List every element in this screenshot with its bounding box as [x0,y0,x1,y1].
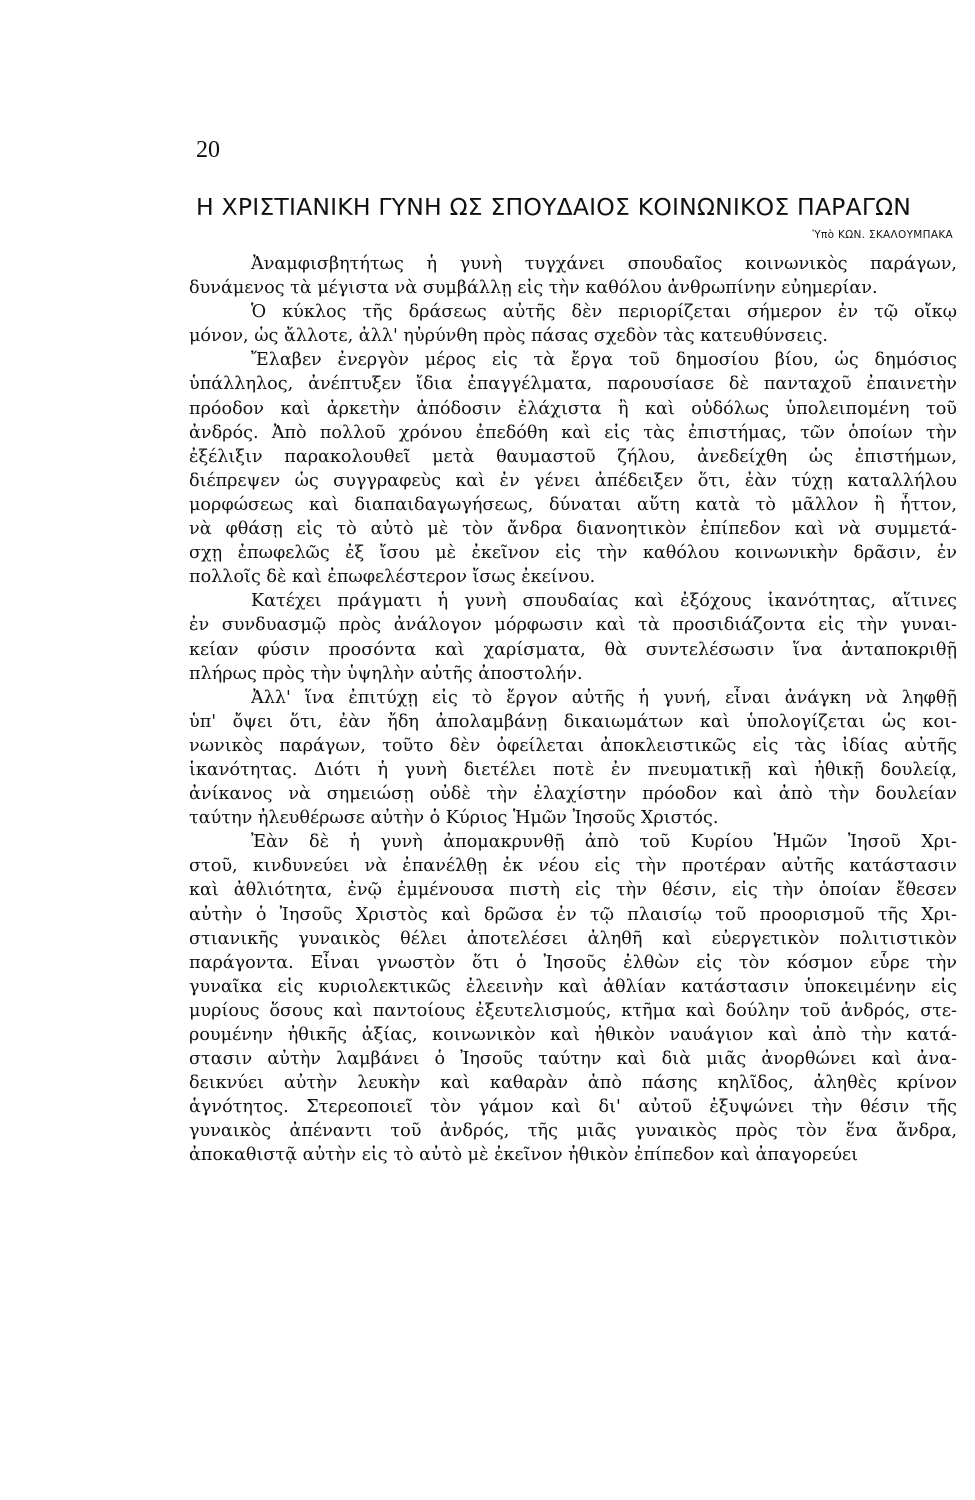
text-line: στοῦ, κινδυνεύει νὰ ἐπανέλθῃ ἐκ νέου εἰς τὴν προτέραν αὐτῆς κατάστασιν [189,856,957,877]
text-line: Ἀναμφισβητήτως ἡ γυνὴ τυγχάνει σπουδαῖος κοινωνικὸς παράγων, [251,254,957,274]
text-line: ρουμένην ἠθικῆς ἀξίας, κοινωνικὸν καὶ ἠθικὸν ναυάγιον καὶ ἀπὸ τὴν κατά- [189,1025,957,1045]
text-line: γυναικὸς ἀπέναντι τοῦ ἀνδρός, τῆς μιᾶς γυναικὸς πρὸς τὸν ἕνα ἄνδρα, [189,1121,957,1142]
article-body [189,252,957,1168]
text-line: σχῃ ἐπωφελῶς ἐξ ἴσου μὲ ἐκεῖνον εἰς τὴν καθόλου κοινωνικὴν δρᾶσιν, ἐν [189,543,957,564]
text-line: ἁγνότητος. Στερεοποιεῖ τὸν γάμον καὶ δι' αὐτοῦ ἐξυψώνει τὴν θέσιν τῆς [189,1097,957,1118]
text-line: πολλοῖς δὲ καὶ ἐπωφελέστερον ἴσως ἐκείνου. [189,567,596,588]
text-line: καὶ ἀθλιότητα, ἐνῷ ἐμμένουσα πιστὴ εἰς τὴν θέσιν, εἰς τὴν ὁποίαν ἔθεσεν [189,880,957,901]
text-line: ἀποκαθιστᾷ αὐτὴν εἰς τὸ αὐτὸ μὲ ἐκεῖνον ἠθικὸν ἐπίπεδον καὶ ἀπαγορεύει [189,1145,859,1166]
text-line: Ὁ κύκλος τῆς δράσεως αὐτῆς δὲν περιορίζεται σήμερον ἐν τῷ οἴκῳ [251,302,957,323]
text-line: Ἐὰν δὲ ἡ γυνὴ ἀπομακρυνθῇ ἀπὸ τοῦ Κυρίου Ἡμῶν Ἰησοῦ Χρι- [251,832,957,853]
text-line: κείαν φύσιν προσόντα καὶ χαρίσματα, θὰ συντελέσωσιν ἵνα ἀνταποκριθῇ [189,639,957,660]
page-number: 20 [196,137,220,163]
text-line: πρόοδον καὶ ἀρκετὴν ἀπόδοσιν ἐλάχιστα ἢ καὶ οὐδόλως ὑπολειπομένη τοῦ [189,398,957,419]
text-line: γυναῖκα εἰς κυριολεκτικῶς ἐλεεινὴν καὶ ἀθλίαν κατάστασιν ὑποκειμένην εἰς [189,976,957,997]
text-line: Κατέχει πράγματι ἡ γυνὴ σπουδαίας καὶ ἐξόχους ἱκανότητας, αἵτινες [251,591,957,612]
text-line: ταύτην ἠλευθέρωσε αὐτὴν ὁ Κύριος Ἡμῶν Ἰησοῦς Χριστός. [189,808,719,829]
text-line: παράγοντα. Εἶναι γνωστὸν ὅτι ὁ Ἰησοῦς ἐλθὼν εἰς τὸν κόσμον εὗρε τὴν [189,952,957,973]
text-line: μορφώσεως καὶ διαπαιδαγωγήσεως, δύναται αὕτη κατὰ τὸ μᾶλλον ἢ ἧττον, [189,494,957,515]
text-line: ἀνδρός. Ἀπὸ πολλοῦ χρόνου ἐπεδόθη καὶ εἰς τὰς ἐπιστήμας, τῶν ὁποίων τὴν [189,422,957,443]
paragraph [189,348,957,589]
text-line: μυρίους ὅσους καὶ παντοίους ἐξευτελισμούς, κτῆμα καὶ δούλην τοῦ ἀνδρός, στε- [189,1000,957,1021]
text-line: νὰ φθάσῃ εἰς τὸ αὐτὸ μὲ τὸν ἄνδρα διανοητικὸν ἐπίπεδον καὶ νὰ συμμετά- [189,519,957,540]
text-line: ἀνίκανος νὰ σημειώσῃ οὐδὲ τὴν ἐλαχίστην πρόοδον καὶ ἀπὸ τὴν δουλείαν [189,784,957,805]
text-line: Ἀλλ' ἵνα ἐπιτύχῃ εἰς τὸ ἔργον αὐτῆς ἡ γυνή, εἶναι ἀνάγκη νὰ ληφθῇ [251,687,957,708]
paragraph [189,252,957,300]
article-author: Ὑπὸ ΚΩΝ. ΣΚΑΛΟΥΜΠΑΚΑ [812,229,953,241]
text-line: ὑπ' ὄψει ὅτι, ἐὰν ἤδη ἀπολαμβάνῃ δικαιωμάτων καὶ ὑπολογίζεται ὡς κοι- [189,711,957,732]
text-line: μόνον, ὡς ἄλλοτε, ἀλλ' ηὐρύνθη πρὸς πάσας σχεδὸν τὰς κατευθύνσεις. [189,326,829,347]
text-line: δυνάμενος τὰ μέγιστα νὰ συμβάλλῃ εἰς τὴν καθόλου ἀνθρωπίνην εὐημερίαν. [189,278,878,299]
paragraph [189,686,957,831]
text-line: αὐτὴν ὁ Ἰησοῦς Χριστὸς καὶ δρῶσα ἐν τῷ πλαισίῳ τοῦ προορισμοῦ τῆς Χρι- [189,904,957,925]
text-line: δεικνύει αὐτὴν λευκὴν καὶ καθαρὰν ἀπὸ πάσης κηλῖδος, ἀληθὲς κρίνον [189,1073,957,1094]
text-line: ὑπάλληλος, ἀνέπτυξεν ἴδια ἐπαγγέλματα, παρουσίασε δὲ πανταχοῦ ἐπαινετὴν [189,374,957,395]
text-line: διέπρεψεν ὡς συγγραφεὺς καὶ ἐν γένει ἀπέδειξεν ὅτι, ἐὰν τύχῃ καταλλήλου [189,470,957,491]
text-line: πλήρως πρὸς τὴν ὑψηλὴν αὐτῆς ἀποστολήν. [189,663,583,684]
text-line: ἐξέλιξιν παρακολουθεῖ μετὰ θαυμαστοῦ ζήλου, ἀνεδείχθη ὡς ἐπιστήμων, [189,446,957,467]
text-line: νωνικὸς παράγων, τοῦτο δὲν ὀφείλεται ἀποκλειστικῶς εἰς τὰς ἰδίας αὐτῆς [189,735,957,756]
text-line: Ἔλαβεν ἐνεργὸν μέρος εἰς τὰ ἔργα τοῦ δημοσίου βίου, ὡς δημόσιος [251,350,957,371]
text-line: στασιν αὐτὴν λαμβάνει ὁ Ἰησοῦς ταύτην καὶ διὰ μιᾶς ἀνορθώνει καὶ ἀνα- [189,1049,957,1070]
paragraph [189,830,957,1167]
text-line: ἱκανότητας. Διότι ἡ γυνὴ διετέλει ποτὲ ἐν πνευματικῇ καὶ ἠθικῇ δουλείᾳ, [189,759,957,780]
text-line: στιανικῆς γυναικὸς θέλει ἀποτελέσει ἀληθῆ καὶ εὐεργετικὸν πολιτιστικὸν [189,928,957,949]
article-title: Η ΧΡΙΣΤΙΑΝΙΚΗ ΓΥΝΗ ΩΣ ΣΠΟΥΔΑΙΟΣ ΚΟΙΝΩΝΙΚΟΣ ΠΑΡΑΓΩΝ [196,193,912,221]
paragraph [189,589,957,685]
text-line: ἐν συνδυασμῷ πρὸς ἀνάλογον μόρφωσιν καὶ τὰ προσιδιάζοντα εἰς τὴν γυναι- [189,615,957,636]
paragraph [189,300,957,348]
